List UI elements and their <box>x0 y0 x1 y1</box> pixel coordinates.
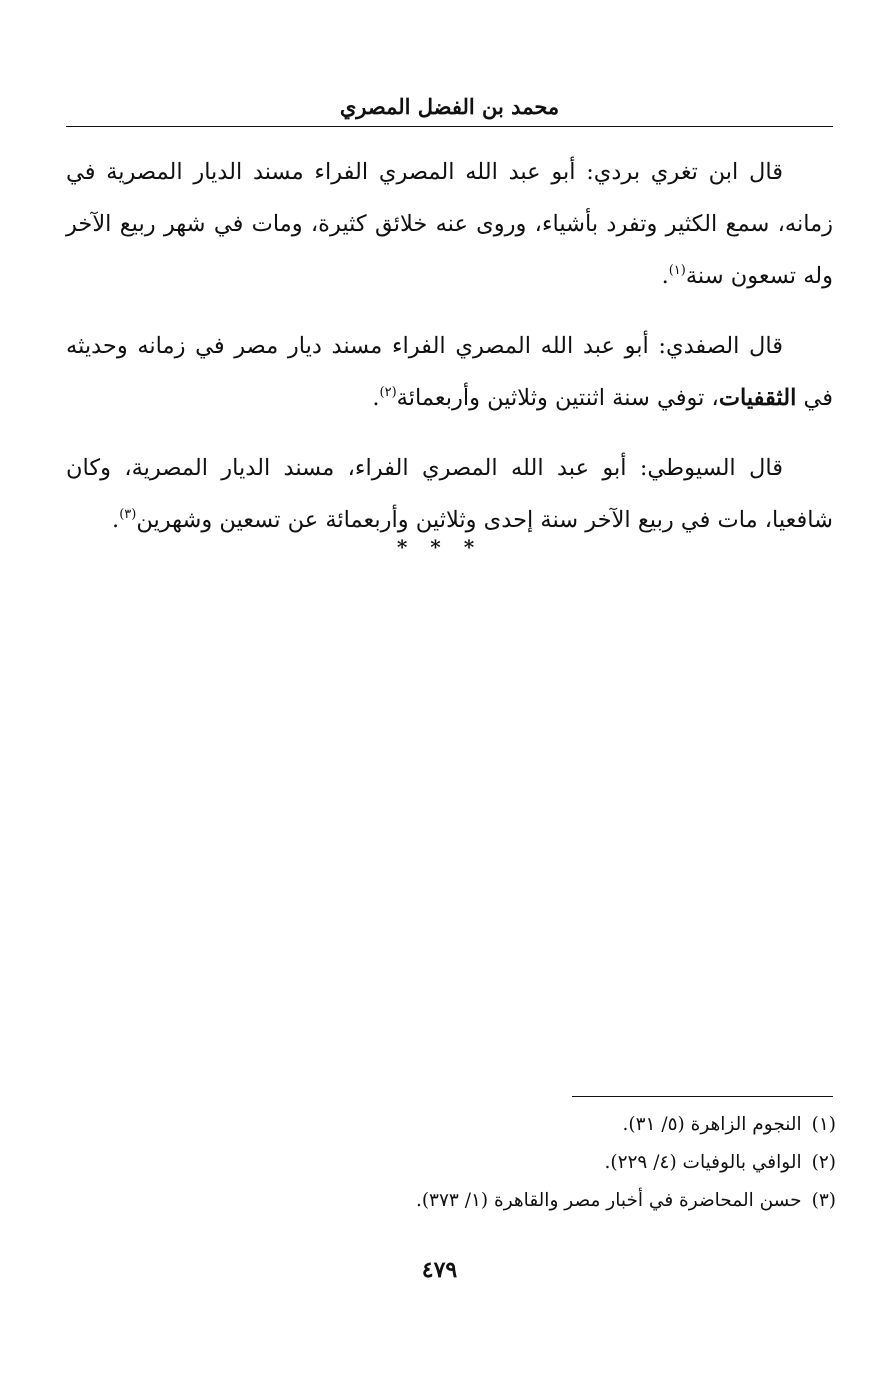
paragraph-safadi <box>66 320 833 424</box>
footnote-ref-3[interactable]: (٣) <box>119 507 137 522</box>
paragraph-text-b: ، توفي سنة اثنتين وثلاثين وأربعمائة <box>396 385 719 411</box>
footnote-text: حسن المحاضرة في أخبار مصر والقاهرة (١/ ٣٧٣). <box>415 1190 802 1211</box>
paragraph-end: . <box>112 507 120 533</box>
running-title: محمد بن الفضل المصري <box>339 94 560 119</box>
book-title-thaqafiyat: الثقفيات <box>718 385 797 411</box>
footnote-rule <box>572 1096 833 1097</box>
section-separator: * * * <box>396 535 483 559</box>
main-text <box>66 146 833 564</box>
footnote-3 <box>66 1182 836 1220</box>
footnote-ref-1[interactable]: (١) <box>668 263 686 278</box>
footnote-text: الوافي بالوفيات (٤/ ٢٢٩). <box>604 1152 802 1173</box>
footnote-1 <box>66 1106 836 1144</box>
footnote-number: (٣) <box>811 1190 836 1211</box>
paragraph-text-a: قال الصفدي: أبو عبد الله المصري الفراء مسند ديار مصر في زمانه وحديثه في <box>66 333 833 411</box>
footnote-2 <box>66 1144 836 1182</box>
paragraph-text: قال السيوطي: أبو عبد الله المصري الفراء، مسند الديار المصرية، وكان شافعيا، مات في ربيع الآخر سنة إحدى وثلاثين وأربعمائة عن تسعين وشهرين <box>66 455 833 533</box>
header-rule <box>66 126 833 127</box>
paragraph-end: . <box>661 263 669 289</box>
footnote-text: النجوم الزاهرة (٥/ ٣١). <box>622 1114 802 1135</box>
paragraph-ibn-taghri-birdi <box>66 146 833 302</box>
paragraph-end: . <box>372 385 380 411</box>
paragraph-text: قال ابن تغري بردي: أبو عبد الله المصري الفراء مسند الديار المصرية في زمانه، سمع الكثير وتفرد بأشياء، وروى عنه خلائق كثيرة، ومات في شهر ربيع الآخر وله تسعون سنة <box>66 159 833 289</box>
footnote-number: (٢) <box>811 1152 836 1173</box>
footnotes <box>66 1106 836 1220</box>
page-number: ٤٧٩ <box>421 1257 458 1283</box>
footnote-ref-2[interactable]: (٢) <box>379 385 397 400</box>
footnote-number: (١) <box>811 1114 836 1135</box>
paragraph-suyuti <box>66 442 833 546</box>
